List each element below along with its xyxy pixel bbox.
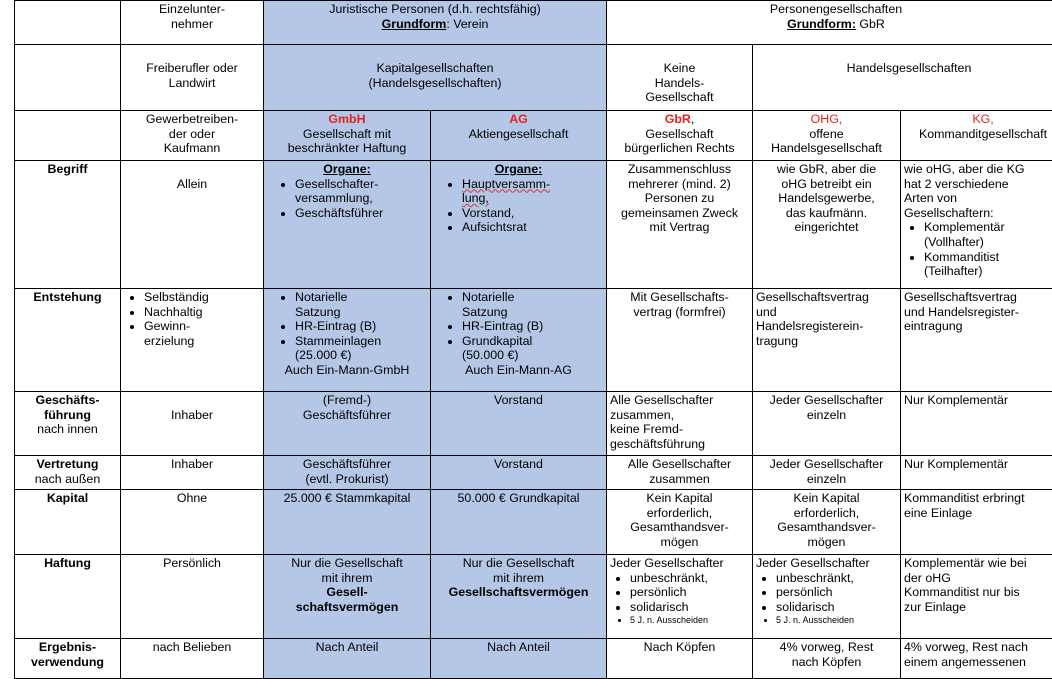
gmbh-haftung [264,555,431,639]
grundform-label: Grundform: [787,17,856,31]
list-item: • unbeschränkt, [776,571,897,586]
ag-begriff [431,161,607,289]
gbr-vertretung: Alle Gesellschafter zusammen [607,456,753,490]
gmbh-cell [264,111,431,161]
ohg-cell [753,111,901,161]
gmbh-ergebnis: Nach Anteil [264,639,431,679]
list-item: • unbeschränkt, [630,571,749,586]
row-label: Entstehung [15,289,121,392]
list-item: • HR-Eintrag (B) [462,319,603,334]
row-label-main: Geschäfts- führung [18,393,117,422]
list-item: • Kommanditist (Teilhafter) [924,250,1052,279]
organe-title: Organe: [267,162,427,177]
grundform-value: : Verein [446,17,488,31]
kg-full: Kommanditgesellschaft [904,127,1052,142]
list-item: • HR-Eintrag (B) [295,319,427,334]
gbr-full: Gesellschaft bürgerlichen Rechts [610,127,749,156]
row-label: Ergebnis- verwendung [15,639,121,679]
kg-fuehrung: Nur Komplementär [901,392,1052,456]
ohg-kapital: Kein Kapital erforderlich, Gesamthandsver- mögen [753,490,901,555]
gbr-fuehrung: Alle Gesellschafter zusammen, keine Fremd- geschäftsführung [607,392,753,456]
gmbh-begriff [264,161,431,289]
organe-title: Organe: [434,162,603,177]
list-item: • Grundkapital (50.000 €) [462,334,603,363]
list-item: • Selbständig [144,290,260,305]
gbr-haftung [607,555,753,639]
list-item: • persönlich [630,585,749,600]
ohg-full: offene Handelsgesellschaft [756,127,897,156]
row-label [15,392,121,456]
juristische-title: Juristische Personen (d.h. rechtsfähig) [267,2,603,17]
geschaeftsfuehrung-row [15,392,1052,456]
kg-arten-list [904,220,1052,278]
keine-handelsgesellschaft-cell [607,45,753,111]
kg-entstehung: Gesellschaftsvertrag und Handelsregister- eintragung [901,289,1052,392]
einzel-header-text: Einzelunter- nehmer [159,2,225,31]
list-item: • Notarielle Satzung [462,290,603,319]
list-item: • Notarielle Satzung [295,290,427,319]
gmbh-organe-list [267,177,427,221]
freiberufler-cell [121,45,264,111]
ohg-abbr: OHG, [756,112,897,127]
ag-full: Aktiengesellschaft [434,127,603,142]
gmbh-vertretung: Geschäftsführer (evtl. Prokurist) [264,456,431,490]
list-item: • solidarisch [630,600,749,615]
ohg-entstehung: Gesellschaftsvertrag und Handelsregisterein- tragung [753,289,901,392]
gbr-abbr: GbR [665,112,691,126]
ag-fuehrung: Vorstand [431,392,607,456]
row-label [15,456,121,490]
kg-vertretung: Nur Komplementär [901,456,1052,490]
kg-haftung: Komplementär wie bei der oHG Kommanditist nur bis zur Einlage [901,555,1052,639]
kapital-row [15,490,1052,555]
begriff-row [15,161,1052,289]
ag-abbr: AG [434,112,603,127]
personengesellschaften-header [607,1,1052,45]
haftung-head: Jeder Gesellschafter [756,556,897,571]
gewerbe-cell [121,111,264,161]
empty-cell [15,45,121,111]
header-row [15,1,1052,45]
einzel-fuehrung: Inhaber [121,392,264,456]
list-item: • persönlich [776,585,897,600]
kg-ergebnis: 4% vorweg, Rest nach einem angemessenen [901,639,1052,679]
einzel-kapital: Ohne [121,490,264,555]
ag-cell [431,111,607,161]
gmbh-haftung-bold: Gesell- schaftsvermögen [267,585,427,614]
gmbh-full: Gesellschaft mit beschränkter Haftung [267,127,427,156]
gmbh-haftung-text: Nur die Gesellschaft mit ihrem [267,556,427,585]
kg-intro: wie oHG, aber die KG hat 2 verschiedene Arten von Gesellschaftern: [904,162,1052,220]
kg-kapital: Kommanditist erbringt eine Einlage [901,490,1052,555]
ag-entstehung [431,289,607,392]
rechtsformen-table [14,0,1052,679]
einzel-header [121,1,264,45]
rechtsform-row [15,111,1052,161]
gbr-begriff: Zusammenschluss mehrerer (mind. 2) Personen zu gemeinsamen Zweck mit Vertrag [607,161,753,289]
corner-cell [15,1,121,45]
list-item: • Aufsichtsrat [462,220,603,235]
gmbh-entstehung-list [267,290,427,363]
ag-haftung-text: Nur die Gesellschaft mit ihrem [434,556,603,585]
gbr-haftung-list [610,571,749,627]
ag-entstehung-list [434,290,603,363]
ergebnis-row [15,639,1052,679]
row-label-sub: nach außen [18,472,117,487]
haftung-head: Jeder Gesellschafter [610,556,749,571]
personen-title: Personengesellschaften [610,2,1052,17]
juristische-personen-header [264,1,607,45]
list-item: • solidarisch [776,600,897,615]
gmbh-note: Auch Ein-Mann-GmbH [267,363,427,378]
gbr-kapital: Kein Kapital erforderlich, Gesamthandsver- mögen [607,490,753,555]
einzel-vertretung: Inhaber [121,456,264,490]
ohg-ergebnis: 4% vorweg, Rest nach Köpfen [753,639,901,679]
einzel-entstehung [121,289,264,392]
gbr-comma: , [691,112,694,126]
list-item: • Gesellschafter- versammlung, [295,177,427,206]
gbr-cell [607,111,753,161]
list-item: • Hauptversamm- lung, [462,177,603,206]
list-item: • Nachhaltig [144,305,260,320]
einzel-begriff: Allein [121,161,264,289]
personen-grundform [610,17,1052,32]
gmbh-kapital: 25.000 € Stammkapital [264,490,431,555]
vertretung-row [15,456,1052,490]
empty-cell [15,111,121,161]
kg-cell [901,111,1052,161]
ag-note: Auch Ein-Mann-AG [434,363,603,378]
list-item: • Komplementär (Vollhafter) [924,220,1052,249]
gewerbe-text: Gewerbetreiben- der oder Kaufmann [146,112,238,155]
juristische-grundform [267,17,603,32]
grundform-value: GbR [856,17,885,31]
kapitalgesellschaften-text: Kapitalgesellschaften (Handelsgesellschaften) [369,61,502,90]
haftung-row [15,555,1052,639]
row-label: Haftung [15,555,121,639]
einzel-ergebnis: nach Belieben [121,639,264,679]
gbr-entstehung: Mit Gesellschafts- vertrag (formfrei) [607,289,753,392]
list-item: • Vorstand, [462,206,603,221]
row-label-main: Vertretung [18,457,117,472]
gmbh-fuehrung: (Fremd-) Geschäftsführer [264,392,431,456]
ag-kapital: 50.000 € Grundkapital [431,490,607,555]
ohg-vertretung: Jeder Gesellschafter einzeln [753,456,901,490]
keine-handelsgesellschaft-text: Keine Handels- Gesellschaft [645,61,713,104]
ohg-fuehrung: Jeder Gesellschafter einzeln [753,392,901,456]
einzel-haftung: Persönlich [121,555,264,639]
gbr-abbr-line [610,112,749,127]
gmbh-abbr: GmbH [267,112,427,127]
kg-abbr: KG, [904,112,1052,127]
ag-organe-list [434,177,603,235]
ag-haftung [431,555,607,639]
einzel-entstehung-list [124,290,260,348]
list-item: • Gewinn- erzielung [144,319,260,348]
handelsgesellschaften-text: Handelsgesellschaften [847,61,972,75]
kapitalgesellschaften-cell [264,45,607,111]
list-item: • Geschäftsführer [295,206,427,221]
handelsgesellschaften-cell [753,45,1052,111]
entstehung-row [15,289,1052,392]
ag-haftung-bold: Gesellschaftsvermögen [434,585,603,600]
kg-begriff [901,161,1052,289]
ohg-begriff: wie GbR, aber die oHG betreibt ein Handelsgewerbe, das kaufmänn. eingerichtet [753,161,901,289]
ag-ergebnis: Nach Anteil [431,639,607,679]
row-label-sub: nach innen [18,422,117,437]
subheader-row [15,45,1052,111]
list-item: • Stammeinlagen (25.000 €) [295,334,427,363]
ag-vertretung: Vorstand [431,456,607,490]
row-label: Kapital [15,490,121,555]
ohg-haftung [753,555,901,639]
freiberufler-text: Freiberufler oder Landwirt [146,61,238,90]
list-item: • 5 J. n. Ausscheiden [776,614,897,626]
grundform-label: Grundform [382,17,447,31]
row-label: Begriff [15,161,121,289]
list-item: • 5 J. n. Ausscheiden [630,614,749,626]
gbr-ergebnis: Nach Köpfen [607,639,753,679]
ohg-haftung-list [756,571,897,627]
gmbh-entstehung [264,289,431,392]
